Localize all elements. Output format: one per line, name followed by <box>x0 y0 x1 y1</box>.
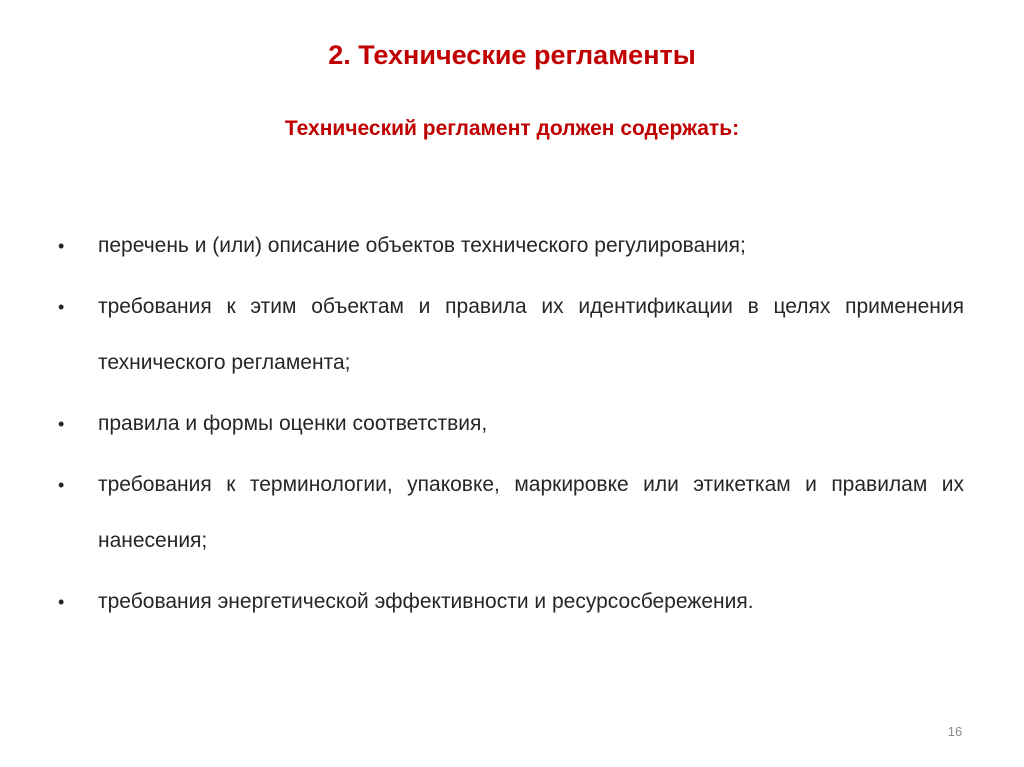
bullet-item-requirements <box>58 279 964 391</box>
page-number: 16 <box>947 724 963 739</box>
bullet-text: перечень и (или) описание объектов технического регулирования; <box>98 234 746 257</box>
bullet-icon: • <box>58 475 65 495</box>
bullet-item-terminology-labeling <box>58 457 964 569</box>
bullet-text: требования к этим объектам и правила их идентификации в целях применения технического регламента; <box>98 295 964 374</box>
slide-title: 2. Технические регламенты <box>328 40 696 70</box>
bullet-icon: • <box>58 297 65 317</box>
bullet-icon: • <box>58 414 65 434</box>
bullet-icon: • <box>58 236 65 256</box>
bullet-icon: • <box>58 592 65 612</box>
slide-subtitle: Технический регламент должен содержать: <box>284 117 740 140</box>
bullet-list <box>58 218 964 635</box>
bullet-item-conformity-assessment <box>58 396 964 452</box>
bullet-item-energy-efficiency <box>58 574 964 630</box>
bullet-text: правила и формы оценки соответствия, <box>98 412 488 435</box>
bullet-text: требования энергетической эффективности и ресурсосбережения. <box>98 590 754 613</box>
bullet-item-objects-list <box>58 218 964 274</box>
bullet-text: требования к терминологии, упаковке, маркировке или этикеткам и правилам их нанесения; <box>98 473 964 552</box>
